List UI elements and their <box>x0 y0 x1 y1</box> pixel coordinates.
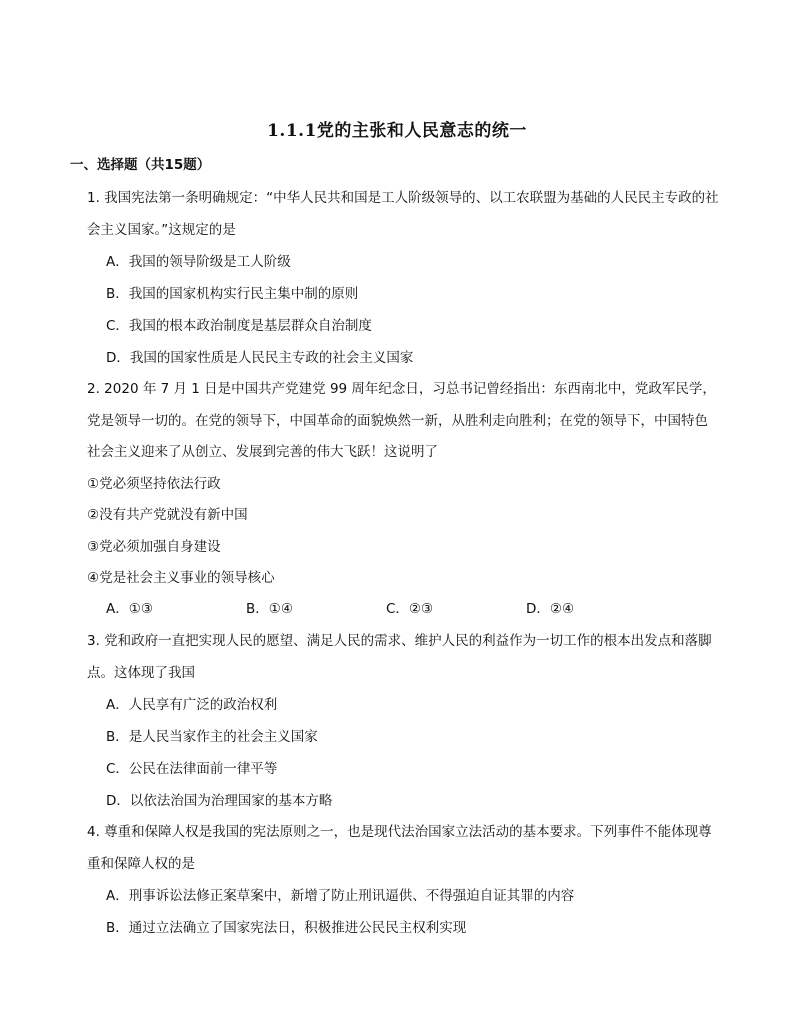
q3-option-a: A．人民享有广泛的政治权利 <box>106 697 278 713</box>
q4-stem-line-2: 重和保障人权的是 <box>87 856 195 872</box>
q2-statement-1: ①党必须坚持依法行政 <box>87 476 221 492</box>
q1-option-c: C．我国的根本政治制度是基层群众自治制度 <box>106 318 372 334</box>
q3-stem-line-1: 3. 党和政府一直把实现人民的愿望、满足人民的需求、维护人民的利益作为一切工作的根本出发点和落脚 <box>87 633 712 649</box>
section-heading: 一、选择题（共15题） <box>70 157 211 173</box>
q2-statement-3: ③党必须加强自身建设 <box>87 539 221 555</box>
q3-stem-line-2: 点。这体现了我国 <box>87 665 195 681</box>
q2-option-d: D．②④ <box>526 601 575 617</box>
q1-stem-line-2: 会主义国家。”这规定的是 <box>87 222 236 238</box>
q4-option-b: B．通过立法确立了国家宪法日，积极推进公民民主权利实现 <box>106 920 467 936</box>
q2-statement-4: ④党是社会主义事业的领导核心 <box>87 570 275 586</box>
q4-option-a: A．刑事诉讼法修正案草案中，新增了防止刑讯逼供、不得强迫自证其罪的内容 <box>106 888 575 904</box>
q3-option-b: B．是人民当家作主的社会主义国家 <box>106 729 318 745</box>
q2-statement-2: ②没有共产党就没有新中国 <box>87 507 248 523</box>
q4-stem-line-1: 4. 尊重和保障人权是我国的宪法原则之一，也是现代法治国家立法活动的基本要求。下列事件不能体现尊 <box>87 824 712 840</box>
q2-option-c: C．②③ <box>386 601 434 617</box>
q1-option-a: A．我国的领导阶级是工人阶级 <box>106 254 291 270</box>
q1-option-b: B．我国的国家机构实行民主集中制的原则 <box>106 286 359 302</box>
q2-stem-line-1: 2. 2020 年 7 月 1 日是中国共产党建党 99 周年纪念日，习总书记曾经指出：东西南北中，党政军民学， <box>87 381 716 397</box>
q2-stem-line-2: 党是领导一切的。在党的领导下，中国革命的面貌焕然一新，从胜利走向胜利；在党的领导下，中国特色 <box>87 413 708 429</box>
q2-option-b: B．①④ <box>246 601 293 617</box>
q3-option-d: D．以依法治国为治理国家的基本方略 <box>106 793 333 809</box>
q2-stem-line-3: 社会主义迎来了从创立、发展到完善的伟大飞跃！这说明了 <box>87 444 438 460</box>
q2-option-a: A．①③ <box>106 601 153 617</box>
page-title: 1.1.1党的主张和人民意志的统一 <box>267 121 527 141</box>
q3-option-c: C．公民在法律面前一律平等 <box>106 761 278 777</box>
q1-option-d: D．我国的国家性质是人民民主专政的社会主义国家 <box>106 350 414 366</box>
q2-options-row <box>106 597 626 617</box>
q1-stem-line-1: 1. 我国宪法第一条明确规定：“中华人民共和国是工人阶级领导的、以工农联盟为基础的人民民主专政的社 <box>87 190 719 206</box>
